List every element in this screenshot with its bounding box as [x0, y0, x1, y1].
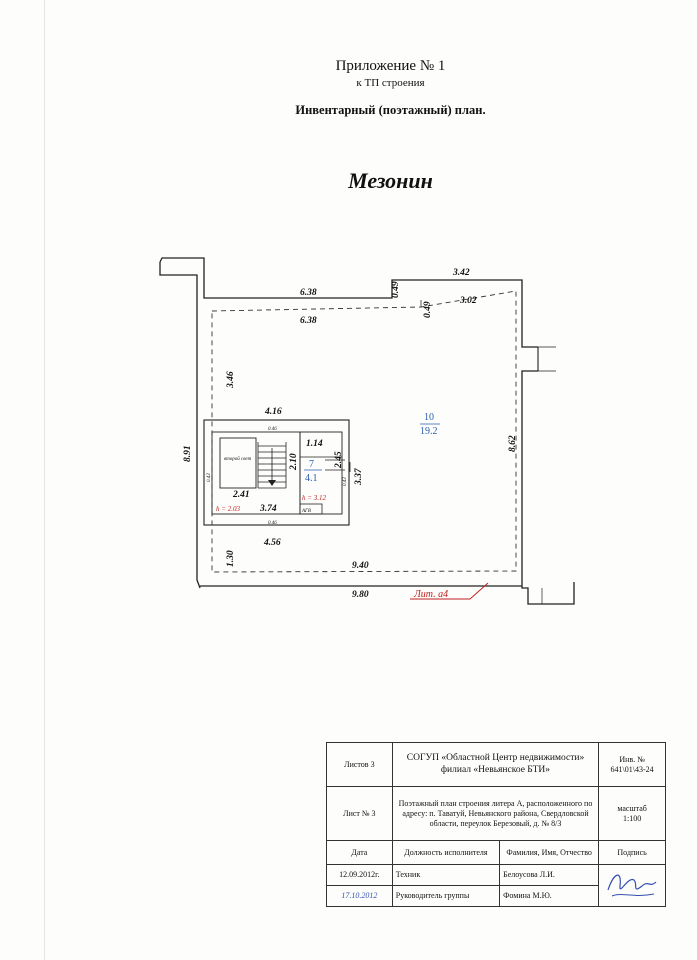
dim-top-outer-left: 6.38	[300, 288, 317, 298]
dim-stair-bottom: 4.56	[264, 538, 281, 548]
outer-wall-right	[522, 371, 574, 604]
org-cell: СОГУП «Областной Центр недвижимости» филиал «Невьянское БТИ»	[392, 743, 598, 787]
scale-cell	[599, 787, 666, 841]
room-10-number: 10	[424, 412, 434, 423]
col-role: Должность исполнителя	[392, 841, 499, 865]
dim-bottom-inner: 9.40	[352, 561, 369, 571]
title-block	[326, 742, 666, 907]
height-left: h = 2.03	[216, 505, 240, 513]
sheet-no-cell: Лист № 3	[327, 787, 393, 841]
room-7-number: 7	[309, 459, 314, 470]
dim-241: 2.41	[233, 490, 250, 500]
dim-top-inner-right: 3.02	[460, 296, 477, 306]
dim-337: 3.37	[354, 468, 364, 485]
room-contour	[212, 291, 516, 572]
dim-left-346: 3.46	[226, 371, 236, 388]
col-sign: Подпись	[599, 841, 666, 865]
lit-label: Лит. а4	[414, 589, 449, 600]
stair-arrow	[268, 480, 276, 486]
dim-left-891: 8.91	[183, 445, 193, 462]
dim-210: 2.10	[289, 453, 299, 470]
appendix-title: Приложение № 1	[335, 58, 446, 74]
dim-043-left: 0.43	[207, 473, 212, 482]
room-7-area: 4.1	[305, 473, 318, 484]
row1-name: Белоусова Л.И.	[500, 865, 599, 886]
dim-043-right: 0.43	[343, 477, 348, 486]
col-name: Фамилия, Имя, Отчество	[500, 841, 599, 865]
dim-046-bottom: 0.46	[268, 521, 277, 526]
dim-bottom-outer: 9.80	[352, 590, 369, 600]
col-date: Дата	[327, 841, 393, 865]
inv-cell: Инв. № 641\01\43-24	[599, 743, 666, 787]
scale-value: 1:100	[622, 813, 642, 823]
dim-wall-049-a: 0.49	[391, 281, 401, 298]
room-10-area: 19.2	[420, 426, 438, 437]
outer-wall	[160, 258, 538, 347]
row2-role: Руководитель группы	[392, 886, 499, 907]
dim-right-862: 8.62	[508, 435, 518, 452]
row2-date: 17.10.2012	[327, 886, 393, 907]
row2-name: Фомина М.Ю.	[500, 886, 599, 907]
dim-374: 3.74	[260, 504, 277, 514]
height-right: h = 3.12	[302, 494, 326, 502]
agv-label: АГВ	[302, 509, 311, 514]
row1-role: Техник	[392, 865, 499, 886]
stair-void	[220, 438, 256, 488]
dim-245: 2.45	[334, 451, 344, 468]
dim-114: 1.14	[306, 439, 323, 449]
plan-title: Инвентарный (поэтажный) план.	[295, 103, 486, 117]
dim-top-inner-left: 6.38	[300, 316, 317, 326]
floor-name: Мезонин	[348, 168, 433, 193]
signature-cell	[599, 865, 666, 907]
row1-date: 12.09.2012г.	[327, 865, 393, 886]
dim-wall-049-b: 0.49	[423, 301, 433, 318]
desc-cell: Поэтажный план строения литера А, расположенного по адресу: п. Таватуй, Невьянского района, Свердловской области, переулок Березовый, д. № 8/3	[392, 787, 598, 841]
dim-046-top: 0.46	[268, 427, 277, 432]
outer-wall-left	[160, 262, 200, 588]
appendix-subtitle: к ТП строения	[356, 77, 425, 89]
dim-stair-top: 4.16	[265, 407, 282, 417]
stair-label: второй свет	[224, 457, 252, 462]
scale-label: масштаб	[617, 803, 647, 813]
dim-left-130: 1.30	[226, 550, 236, 567]
signature-image	[604, 866, 660, 902]
sheets-cell: Листов 3	[327, 743, 393, 787]
dim-top-outer-right: 3.42	[453, 268, 470, 278]
